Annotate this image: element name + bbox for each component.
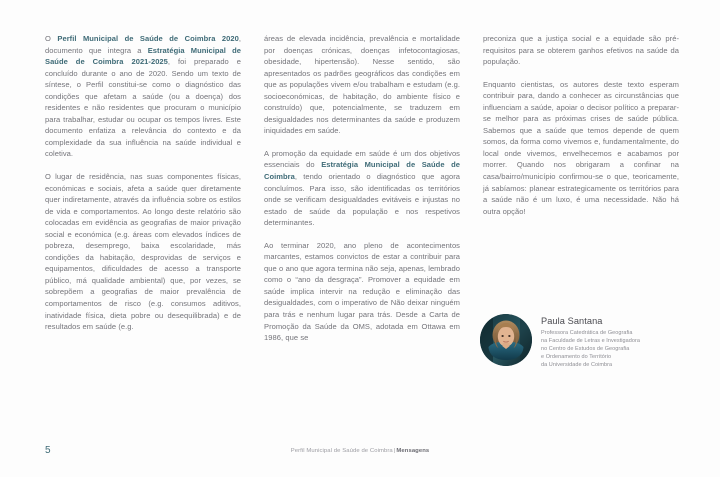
footer-caption	[0, 448, 720, 454]
accent-title-estrategia: Estratégia Municipal de Saúde de Coimbra 2021-2025	[45, 45, 241, 67]
author-block	[480, 314, 685, 369]
author-role	[541, 329, 640, 369]
paragraph-middle-1: áreas de elevada incidência, prevalência e mortalidade por doenças crónicas, doenças infetocontagiosas, obesidade, hipertensão). Nesse sentido, são apresentados os padrões geográficos das condições em que as populações vivem e/ou trabalham e estudam (e.g. socioeconómicas, de habitação, do ambiente físico e construído) que, potencialmente, se traduzem em desigualdades nos determinantes da saúde e produzem iniquidades em saúde.	[264, 34, 460, 136]
text-segment: , documento que integra a	[45, 34, 242, 55]
footer-separator: |	[393, 448, 396, 454]
page-footer	[0, 437, 720, 477]
paragraph-left-1	[45, 33, 241, 160]
text-segment: , foi preparado e concluído durante o ano de 2020. Sendo um texto de síntese, o Perfil constitui-se como o diagnóstico das condições que afetam a saúde (ou a doença) dos residentes e não residentes que procuram o município para trabalhar, estudar ou ocupar os tempos livres. Este documento enfatiza a relevância do contexto e da complexidade da sua influência na saúde individual e coletiva.	[45, 57, 241, 159]
accent-title-perfil: Perfil Municipal de Saúde de Coimbra 2020	[57, 34, 239, 43]
accent-title-estrategia-2: Estratégia Municipal de Saúde de Coimbra	[264, 160, 460, 182]
paragraph-middle-3: Ao terminar 2020, ano pleno de acontecimentos marcantes, estamos convictos de estar a contribuir para que o ano que agora termina não seja, apenas, lembrado como o “ano da desgraça”. Promover a equidade em saúde implica intervir na redução e eliminação das desigualdades, com o imperativo de Não deixar ninguém para trás e nenhum lugar para trás. Desde a Carta de Promoção da Saúde da OMS, adotada em Ottawa em 1986, que se	[264, 240, 460, 343]
text-segment: O	[45, 34, 58, 43]
author-role-line-4: e Ordenamento do Território	[541, 354, 612, 361]
page-number: 5	[45, 445, 51, 456]
author-role-line-2: na Faculdade de Letras e Investigadora	[541, 338, 641, 345]
footer-document-title: Perfil Municipal de Saúde de Coimbra	[290, 448, 393, 454]
paragraph-right-2: Enquanto cientistas, os autores deste texto esperam contribuir para, dando a conhecer as circunstâncias que influenciam a saúde, apoiar o decisor político a preparar-se melhor para as próximas crises de saúde pública. Sabemos que a saúde que temos depende de quem somos, da forma como vivemos e, fundamentalmente, do local onde vivemos, envelhecemos e acabamos por morrer. Quando nos obrigaram a confinar na casa/bairro/município confirmou-se o que, teoricamente, já sabíamos: planear estrategicamente os territórios para a saúde não é um luxo, é uma necessidade. Não há outra opção!	[483, 79, 679, 216]
author-details	[541, 314, 640, 369]
author-name: Paula Santana	[541, 316, 603, 326]
column-left	[45, 33, 241, 423]
text-segment: A promoção da equidade em saúde é um dos objetivos essenciais do	[264, 148, 460, 170]
footer-section-name: Mensagens	[396, 448, 430, 454]
column-middle	[264, 33, 460, 423]
text-segment: , tendo orientado o diagnóstico que agora concluímos. Para isso, são identificadas os territórios onde se verificam desigualdades evitáveis e injustas no estado de saúde da população e nos respetivos determinantes.	[264, 172, 460, 228]
author-portrait-image	[480, 314, 532, 366]
author-role-line-5: da Universidade de Coimbra	[541, 362, 613, 369]
author-role-line-3: no Centro de Estudos de Geografia	[541, 346, 630, 353]
paragraph-middle-2	[264, 148, 460, 229]
author-role-line-1: Professora Catedrática de Geografia	[541, 330, 633, 336]
author-avatar	[480, 314, 532, 366]
paragraph-left-2: O lugar de residência, nas suas componentes físicas, económicas e sociais, afeta a saúde quer diretamente quer indiretamente, através da influência sobre os estilos de vida e comportamentos. Ao longo deste relatório são colocadas em evidência as geografias de maior privação social e económica (e.g. áreas com elevados índices de pobreza, desemprego, baixa escolaridade, más condições da habitação, desprovidas de serviços e equipamentos, dificuldades de acesso a transporte público, má qualidade ambiental) que, por vezes, se sobrepõem a geografias de maior prevalência de comportamentos de risco (e.g. consumos aditivos, inatividade física, dieta pobre ou desequilibrada) e de resultados em saúde (e.g.	[45, 172, 241, 332]
paragraph-right-1: preconiza que a justiça social e a equidade são pré-requisitos para se obterem ganhos efetivos na saúde da população.	[483, 34, 679, 67]
